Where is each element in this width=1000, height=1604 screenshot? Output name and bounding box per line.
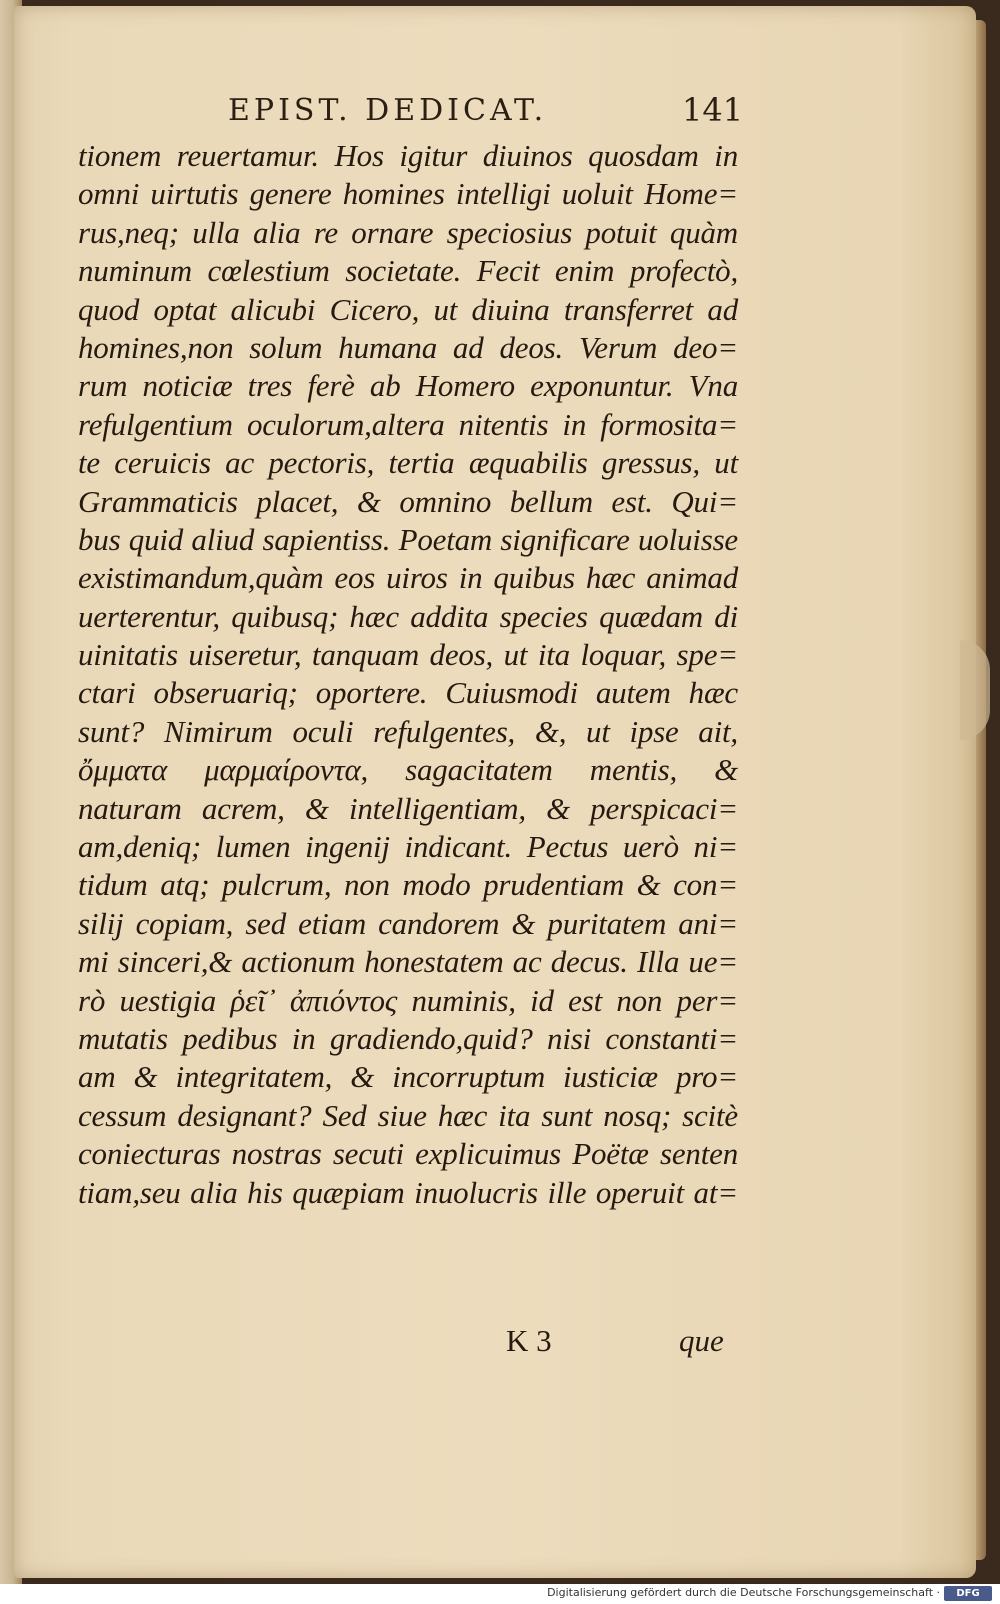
text-line: rum noticiæ tres ferè ab Homero exponuntur. Vna — [78, 368, 738, 404]
text-line: omni uirtutis genere homines intelligi uoluit Home= — [78, 176, 738, 212]
text-line: rò uestigia ῥεῖ᾽ ἀπιόντος numinis, id est non per= — [78, 982, 738, 1018]
digitization-credit: Digitalisierung gefördert durch die Deutsche Forschungsgemeinschaft · — [547, 1586, 940, 1599]
text-line: am,deniq; lumen ingenij indicant. Pectus uerò ni= — [78, 829, 738, 865]
digitization-footer — [0, 1584, 1000, 1604]
page-number: 141 — [682, 91, 744, 129]
text-line: am & integritatem, & incorruptum iusticiæ pro= — [78, 1059, 738, 1095]
text-line: uerterentur, quibusq; hæc addita species quædam di — [78, 598, 738, 634]
text-line: rus,neq; ulla alia re ornare speciosius potuit quàm — [78, 214, 738, 250]
text-line: naturam acrem, & intelligentiam, & perspicaci= — [78, 790, 738, 826]
text-line: ὄμματα μαρμαίροντα, sagacitatem mentis, & — [78, 752, 738, 788]
text-line: coniecturas nostras secuti explicuimus Poëtæ senten — [78, 1136, 738, 1172]
text-line: quod optat alicubi Cicero, ut diuina transferret ad — [78, 291, 738, 327]
page-foot — [0, 1323, 1000, 1367]
text-line: tiam,seu alia his quæpiam inuolucris ille operuit at= — [78, 1174, 738, 1210]
text-line: mutatis pedibus in gradiendo,quid? nisi constanti= — [78, 1020, 738, 1056]
text-line: homines,non solum humana ad deos. Verum deo= — [78, 329, 738, 365]
body-text — [78, 137, 738, 1212]
text-line: sunt? Nimirum oculi refulgentes, &, ut ipse ait, — [78, 713, 738, 749]
text-line: tionem reuertamur. Hos igitur diuinos quosdam in — [78, 138, 738, 173]
dfg-logo-icon: DFG — [944, 1586, 992, 1601]
text-line: tidum atq; pulcrum, non modo prudentiam & con= — [78, 867, 738, 903]
text-line: silij copiam, sed etiam candorem & puritatem ani= — [78, 905, 738, 941]
text-line: uinitatis uiseretur, tanquam deos, ut ita loquar, spe= — [78, 637, 738, 673]
text-line: numinum cœlestium societate. Fecit enim profectò, — [78, 253, 738, 289]
text-line: mi sinceri,& actionum honestatem ac decus. Illa ue= — [78, 944, 738, 980]
text-line: Grammaticis placet, & omnino bellum est. Qui= — [78, 483, 738, 519]
text-line: ctari obseruariq; oportere. Cuiusmodi autem hæc — [78, 675, 738, 711]
text-line: existimandum,quàm eos uiros in quibus hæc animad — [78, 560, 738, 596]
text-line: cessum designant? Sed siue hæc ita sunt nosq; scitè — [78, 1097, 738, 1133]
text-line: te ceruicis ac pectoris, tertia æquabilis gressus, ut — [78, 445, 738, 481]
catchword: que — [679, 1323, 724, 1358]
signature-mark: K 3 — [506, 1323, 552, 1358]
page-header — [0, 93, 1000, 137]
running-head: EPIST. DEDICAT. — [228, 93, 548, 128]
page-fold — [960, 640, 990, 740]
text-line: refulgentium oculorum,altera nitentis in formosita= — [78, 406, 738, 442]
text-line: bus quid aliud sapientiss. Poetam significare uoluisse — [78, 521, 738, 557]
